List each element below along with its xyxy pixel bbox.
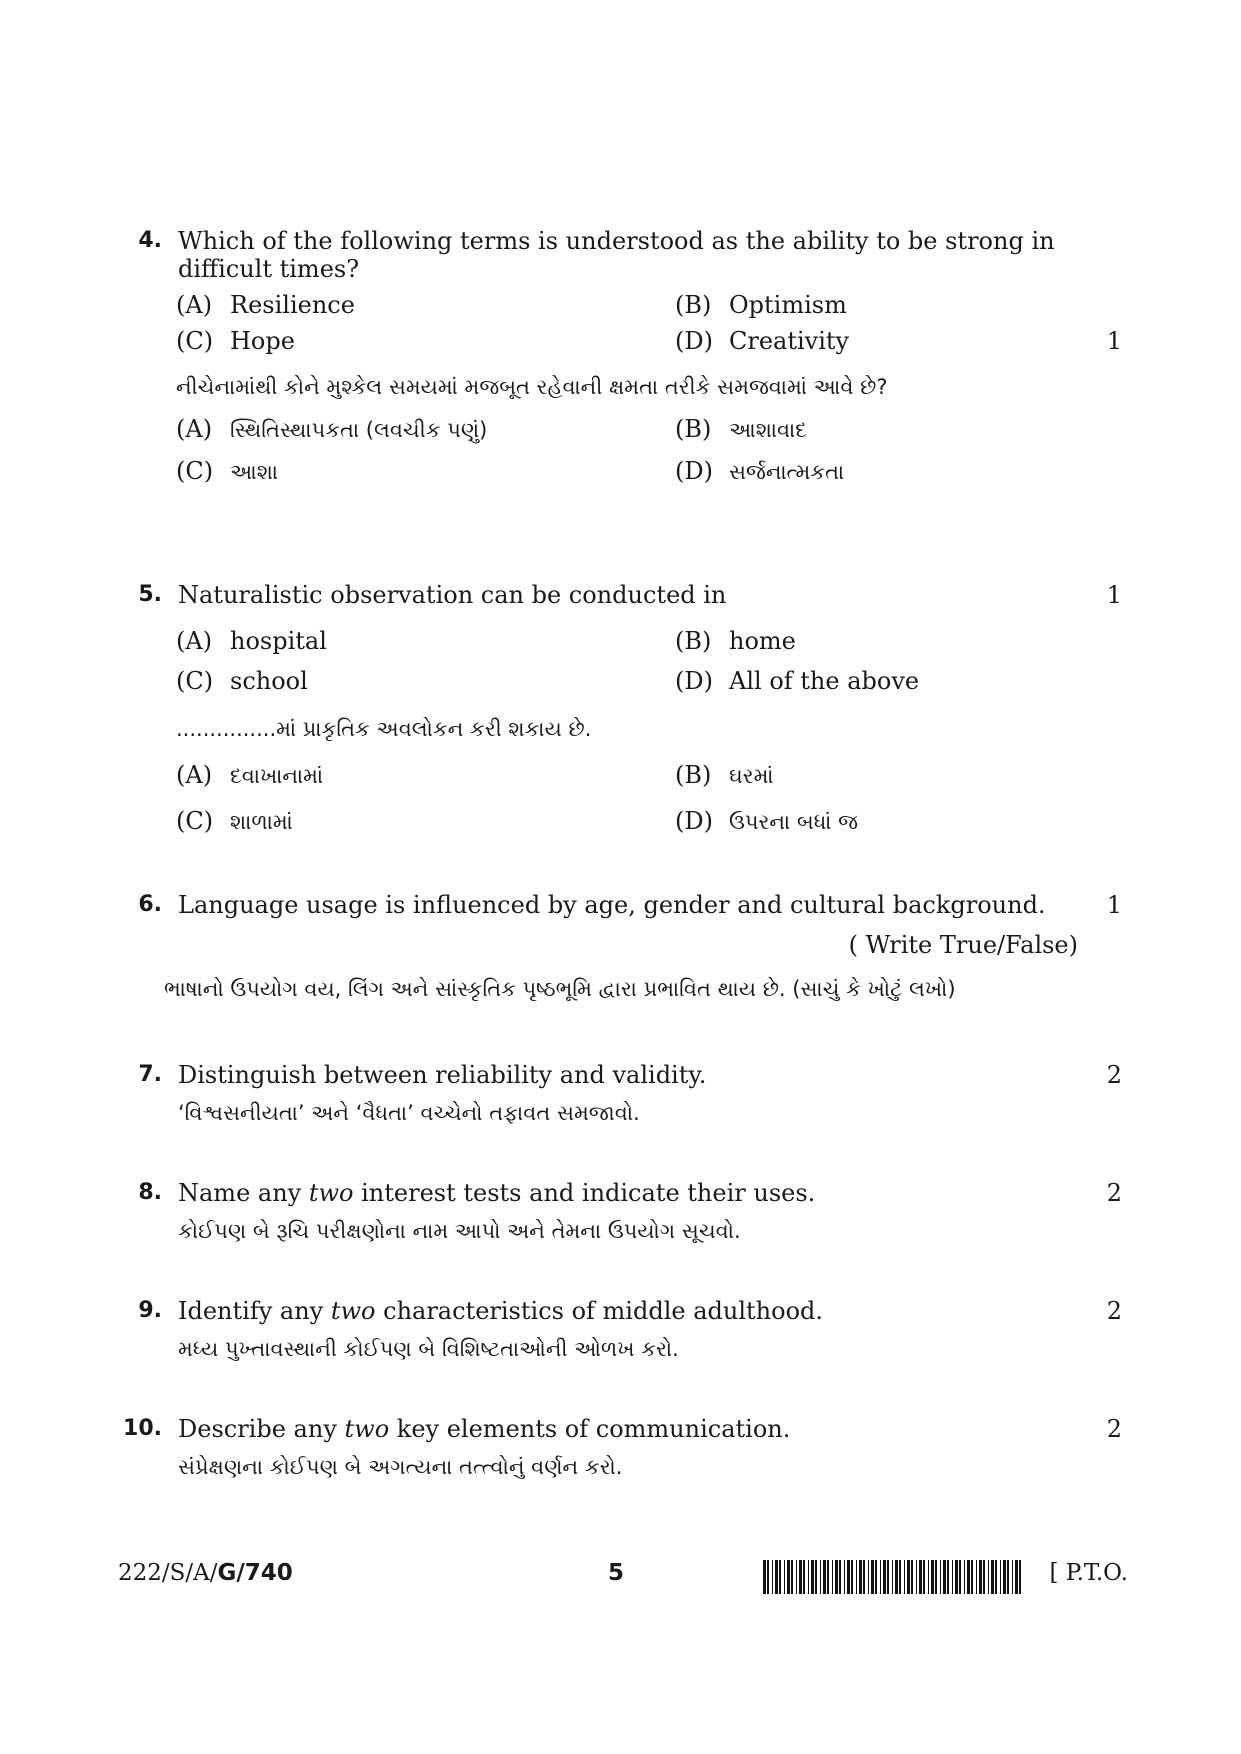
option-d [675, 326, 849, 356]
option-label: (A) [176, 291, 213, 319]
marks: 2 [1106, 1061, 1122, 1089]
marks: 2 [1106, 1179, 1122, 1207]
option-label: (C) [176, 667, 214, 695]
option-label: (A) [176, 761, 213, 789]
question-text-pre: Name any [178, 1179, 309, 1207]
option-a-gujarati [176, 414, 487, 445]
question-text-gujarati: કોઈપણ બે રૂચિ પરીક્ષણોના નામ આપો અને તેમના ઉપયોગ સૂચવો. [178, 1219, 741, 1243]
option-a-gujarati [176, 760, 323, 791]
question-text-gujarati: ‘વિશ્વસનીયતા’ અને ‘વૈધતા’ વચ્ચેનો તફાવત સમજાવો. [178, 1101, 640, 1125]
option-text: સર્જનાત્મકતા [729, 460, 845, 484]
option-text: home [729, 627, 796, 655]
question-text-gujarati: ભાષાનો ઉપયોગ વય, લિંગ અને સાંસ્કૃતિક પૃષ્ઠભૂમિ દ્વારા પ્રભાવિત થાય છે. (સાચું કે ખોટું લખો) [164, 977, 956, 1001]
question-text-post: interest tests and indicate their uses. [353, 1179, 816, 1207]
option-a [176, 290, 355, 320]
option-text: સ્થિતિસ્થાપકતા (લવચીક પણું) [230, 418, 488, 442]
option-c-gujarati [176, 806, 293, 837]
question-text-line-1: Which of the following terms is understood as the ability to be strong in [178, 227, 1055, 255]
option-label: (D) [675, 457, 713, 485]
question-text-emphasis: two [344, 1415, 390, 1443]
question-number: 10. [123, 1416, 162, 1441]
option-label: (B) [675, 761, 712, 789]
option-c [176, 666, 308, 696]
option-label: (C) [176, 807, 214, 835]
option-text: Hope [230, 327, 295, 355]
option-label: (A) [176, 627, 213, 655]
option-label: (D) [675, 667, 713, 695]
option-text: school [230, 667, 308, 695]
option-text: ઉપરના બધાં જ [729, 810, 858, 834]
option-text: ઘરમાં [729, 764, 774, 788]
marks: 1 [1106, 327, 1122, 355]
option-text: Resilience [230, 291, 355, 319]
question-text: Naturalistic observation can be conducted in [178, 581, 727, 609]
page-footer [118, 1560, 1128, 1600]
question-number: 9. [138, 1298, 162, 1323]
marks: 1 [1106, 891, 1122, 919]
question-note: ( Write True/False) [848, 931, 1078, 959]
option-label: (D) [675, 807, 713, 835]
option-text: આશા [230, 460, 279, 484]
question-number: 8. [138, 1180, 162, 1205]
option-a [176, 626, 327, 656]
question-text [178, 1296, 1078, 1326]
question-text-gujarati: ...............માં પ્રાકૃતિક અવલોકન કરી શકાય છે. [176, 717, 592, 741]
barcode-icon [763, 1560, 1023, 1594]
option-label: (C) [176, 457, 214, 485]
marks: 1 [1106, 581, 1122, 609]
question-number: 6. [138, 892, 162, 917]
option-text: શાળામાં [230, 810, 293, 834]
question-text: Language usage is influenced by age, gender and cultural background. [178, 891, 1046, 919]
question-text-gujarati: મધ્ય પુખ્તાવસ્થાની કોઈપણ બે વિશિષ્ટતાઓની ઓળખ કરો. [178, 1337, 679, 1361]
marks: 2 [1106, 1297, 1122, 1325]
option-text: દવાખાનામાં [230, 764, 324, 788]
question-text-gujarati: સંપ્રેક્ષણના કોઈપણ બે અગત્યના તત્ત્વોનું વર્ણન કરો. [178, 1455, 623, 1479]
option-b [675, 290, 847, 320]
question-number: 5. [138, 582, 162, 607]
option-b [675, 626, 796, 656]
question-text-post: characteristics of middle adulthood. [375, 1297, 824, 1325]
option-c [176, 326, 295, 356]
question-text-pre: Identify any [178, 1297, 331, 1325]
option-label: (D) [675, 327, 713, 355]
pto-label: [ P.T.O. [1049, 1560, 1128, 1586]
option-label: (B) [675, 291, 712, 319]
question-text-line-2: difficult times? [178, 255, 360, 283]
paper-code-prefix: 222/S/A/ [118, 1560, 218, 1586]
option-d-gujarati [675, 806, 858, 837]
question-number: 7. [138, 1062, 162, 1087]
question-number: 4. [138, 228, 162, 253]
marks: 2 [1106, 1415, 1122, 1443]
option-text: Optimism [729, 291, 847, 319]
question-text-pre: Describe any [178, 1415, 345, 1443]
question-text-post: key elements of communication. [389, 1415, 791, 1443]
question-text-emphasis: two [330, 1297, 376, 1325]
option-d [675, 666, 919, 696]
question-text-emphasis: two [308, 1179, 354, 1207]
question-text [178, 1178, 1078, 1208]
question-text [178, 1414, 1078, 1444]
paper-code-bold: G/740 [217, 1560, 293, 1586]
option-text: આશાવાદ [729, 418, 808, 442]
option-label: (C) [176, 327, 214, 355]
option-c-gujarati [176, 456, 278, 487]
option-label: (B) [675, 415, 712, 443]
option-text: Creativity [729, 327, 850, 355]
option-b-gujarati [675, 760, 774, 791]
option-label: (B) [675, 627, 712, 655]
option-label: (A) [176, 415, 213, 443]
option-d-gujarati [675, 456, 844, 487]
question-text: Distinguish between reliability and validity. [178, 1061, 707, 1089]
option-b-gujarati [675, 414, 807, 445]
option-text: hospital [230, 627, 327, 655]
page-number: 5 [608, 1560, 625, 1586]
option-text: All of the above [729, 667, 920, 695]
paper-code [118, 1560, 293, 1586]
question-text-gujarati: નીચેનામાંથી કોને મુશ્કેલ સમયમાં મજબૂત રહેવાની ક્ષમતા તરીકે સમજવામાં આવે છે? [176, 375, 888, 399]
